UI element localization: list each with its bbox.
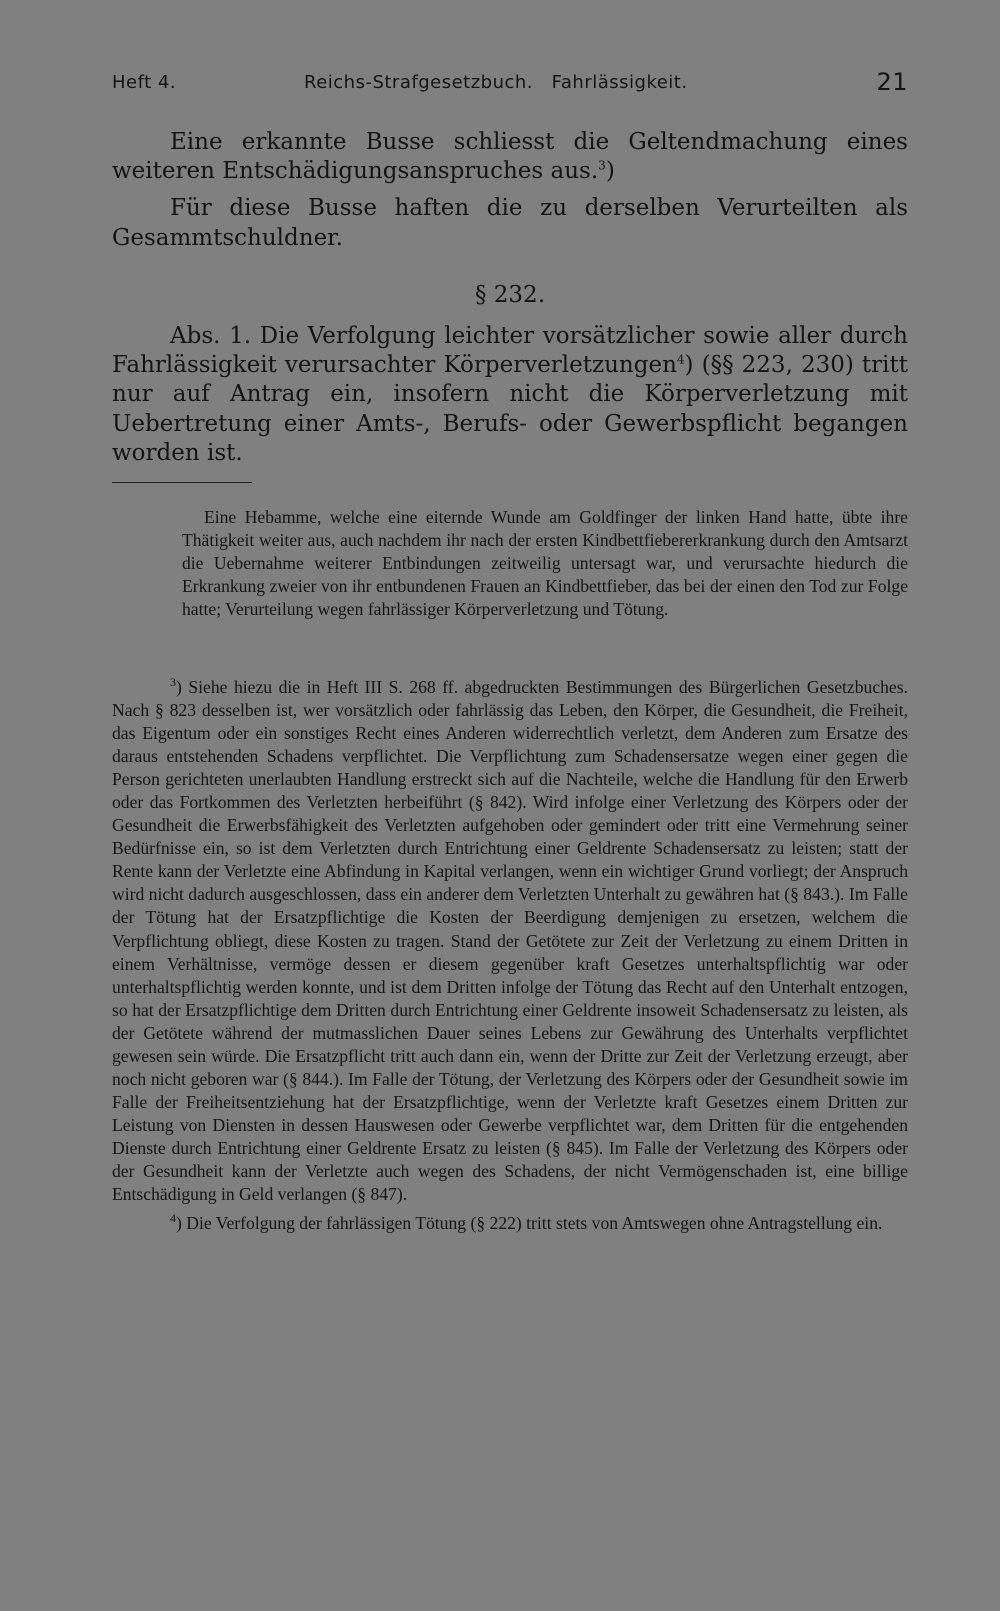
footnote-3	[112, 676, 908, 1206]
footnote-mark-3: 3	[170, 675, 176, 690]
page-number: 21	[876, 68, 908, 96]
footnote-4	[112, 1212, 908, 1235]
paragraph-busse-exclusion	[112, 128, 908, 186]
footnote-ref-4: 4	[676, 352, 685, 367]
paragraph-joint-liability: Für diese Busse haften die zu derselben Verurteilten als Gesammtschuldner.	[112, 195, 908, 251]
footnote-3-text: ) Siehe hiezu die in Heft III S. 268 ff. abgedruckten Bestimmungen des Bürgerlichen Gesetzbuches. Nach § 823 desselben ist, wer vorsätzlich oder fahrlässig das Leben, den Körper, die Gesundheit, die Freiheit, das Eigentum oder ein sonstiges Recht eines Anderen widerrechtlich verletzt, dem Anderen zum Ersatze des daraus entstehenden Schadens verpflichtet. Die Verpflichtung zum Schadensersatze wegen einer gegen die Person gerichteten unerlaubten Handlung erstreckt sich auf die Nachteile, welche die Handlung für den Erwerb oder das Fortkommen des Verletzten herbeiführt (§ 842). Wird infolge einer Verletzung des Körpers oder der Gesundheit die Erwerbsfähigkeit des Verletzten aufgehoben oder gemindert oder tritt eine Vermehrung seiner Bedürfnisse ein, so ist dem Verletzten durch Entrichtung einer Geldrente Schadensersatz zu leisten; statt der Rente kann der Verletzte eine Abfindung in Kapital verlangen, wenn ein wichtiger Grund vorliegt; der Anspruch wird nicht dadurch ausgeschlossen, dass ein anderer dem Verletzten Unterhalt zu gewähren hat (§ 843.). Im Falle der Tötung hat der Ersatzpflichtige die Kosten der Beerdigung demjenigen zu ersetzen, welchem die Verpflichtung obliegt, diese Kosten zu tragen. Stand der Getötete zur Zeit der Verletzung zu einem Dritten in einem Verhältnisse, vermöge dessen er diesem gegenüber kraft Gesetzes unterhaltspflichtig war oder unterhaltspflichtig werden konnte, und ist dem Dritten infolge der Tötung das Recht auf den Unterhalt entzogen, so hat der Ersatzpflichtige dem Dritten durch Entrichtung einer Geldrente insoweit Schadensersatz zu leisten, als der Getötete während der mutmasslichen Dauer seines Lebens zur Gewährung des Unterhalts verpflichtet gewesen sein würde. Die Ersatzpflicht tritt auch dann ein, wenn der Dritte zur Zeit der Verletzung erzeugt, aber noch nicht geboren war (§ 844.). Im Falle der Tötung, der Verletzung des Körpers oder der Gesundheit sowie im Falle der Freiheitsentziehung hat der Ersatzpflichtige, wenn der Verletzte kraft Gesetzes einem Dritten zur Leistung von Diensten in dessen Hauswesen oder Gewerbe verpflichtet war, dem Dritten für die entgehenden Dienste durch Entrichtung einer Geldrente Ersatz zu leisten (§ 845). Im Falle der Verletzung des Körpers oder der Gesundheit kann der Verletzte auch wegen des Schadens, der nicht Vermögenschaden ist, eine billige Entschädigung in Geld verlangen (§ 847).	[112, 677, 908, 1205]
running-title: Reichs-Strafgesetzbuch. Fahrlässigkeit.	[304, 72, 688, 93]
issue-label: Heft 4.	[112, 72, 177, 93]
case-note	[182, 506, 908, 621]
paragraph-text-tail: ) (§§ 223, 230) tritt nur auf Antrag ein, insofern nicht die Körperverletzung mit Uebertretung einer Amts-, Berufs- oder Gewerbspflicht begangen worden ist.	[112, 352, 909, 466]
running-head	[112, 62, 908, 98]
paragraph-text: Abs. 1. Die Verfolgung leichter vorsätzlicher sowie aller durch Fahrlässigkeit verursachter Körperverletzungen	[112, 323, 908, 379]
footnotes	[112, 676, 908, 1235]
section-heading: § 232.	[474, 281, 546, 308]
main-text	[112, 128, 908, 468]
footnote-4-text: ) Die Verfolgung der fahrlässigen Tötung (§ 222) tritt stets von Amtswegen ohne Antragstellung ein.	[176, 1213, 883, 1234]
footnote-ref-3: 3	[598, 158, 606, 173]
paragraph-text: Eine erkannte Busse schliesst die Geltendmachung eines weiteren Entschädigungsanspruches aus.	[112, 129, 908, 185]
footnote-separator	[112, 482, 252, 483]
paragraph-section-232	[112, 322, 908, 468]
footnote-mark-4: 4	[170, 1211, 176, 1226]
paragraph-text-tail: )	[605, 158, 615, 185]
case-note-text: Eine Hebamme, welche eine eiternde Wunde am Goldfinger der linken Hand hatte, übte ihre Thätigkeit weiter aus, auch nachdem ihr nach der ersten Kindbettfiebererkrankung durch den Amtsarzt die Uebernahme weiterer Entbindungen zeitweilig untersagt war, und verursachte hiedurch die Erkrankung zweier von ihr entbundenen Frauen an Kindbettfieber, das bei der einen den Tod zur Folge hatte; Verurteilung wegen fahrlässiger Körperverletzung und Tötung.	[182, 507, 908, 620]
